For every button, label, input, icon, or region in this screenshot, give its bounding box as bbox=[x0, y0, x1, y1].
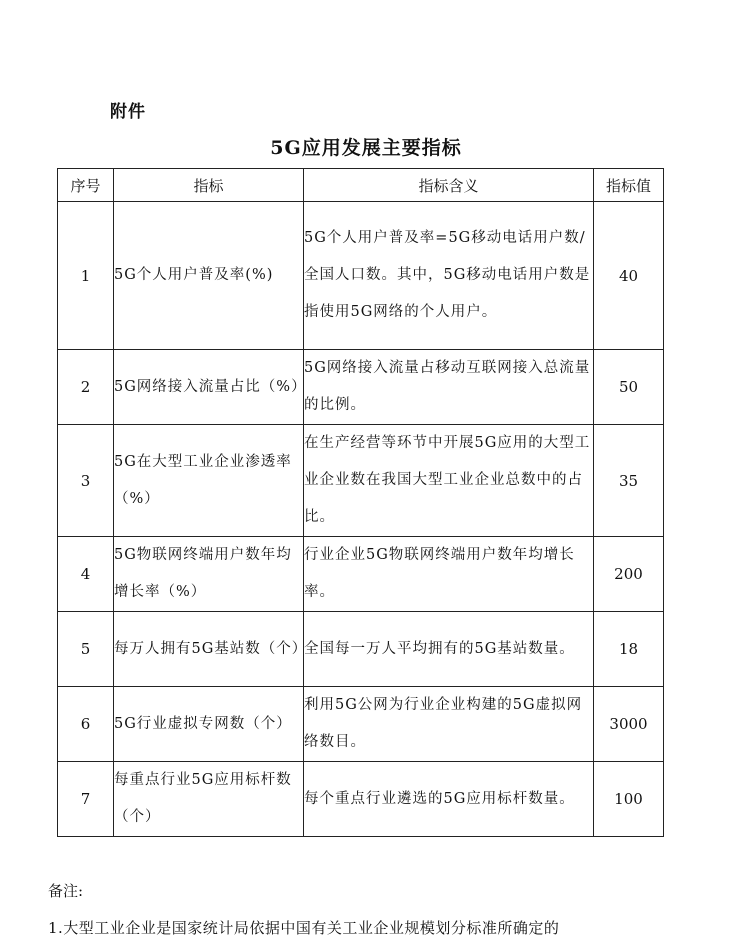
indicators-table bbox=[57, 168, 664, 837]
document-title: 5G应用发展主要指标 bbox=[270, 137, 462, 159]
notes-line-1: 1.大型工业企业是国家统计局依据中国有关工业企业规模划分标准所确定的 bbox=[48, 919, 560, 937]
table-row bbox=[58, 762, 664, 837]
row-definition: 5G网络接入流量占移动互联网接入总流量的比例。 bbox=[304, 350, 594, 425]
table-row bbox=[58, 537, 664, 612]
table-row bbox=[58, 687, 664, 762]
table-row bbox=[58, 350, 664, 425]
row-definition: 5G个人用户普及率=5G移动电话用户数/全国人口数。其中，5G移动电话用户数是指使用5G网络的个人用户。 bbox=[304, 202, 594, 350]
row-value: 40 bbox=[594, 202, 664, 350]
row-indicator: 每重点行业5G应用标杆数（个） bbox=[114, 762, 304, 837]
table-header-row bbox=[58, 169, 664, 202]
row-seq: 5 bbox=[58, 612, 114, 687]
table-row bbox=[58, 612, 664, 687]
header-indicator: 指标 bbox=[114, 169, 304, 202]
row-definition: 行业企业5G物联网终端用户数年均增长率。 bbox=[304, 537, 594, 612]
row-value: 50 bbox=[594, 350, 664, 425]
header-seq: 序号 bbox=[58, 169, 114, 202]
row-indicator: 每万人拥有5G基站数（个） bbox=[114, 612, 304, 687]
row-indicator: 5G在大型工业企业渗透率（%） bbox=[114, 425, 304, 537]
row-value: 100 bbox=[594, 762, 664, 837]
table-row bbox=[58, 425, 664, 537]
attachment-label: 附件 bbox=[110, 102, 146, 122]
row-seq: 6 bbox=[58, 687, 114, 762]
row-value: 3000 bbox=[594, 687, 664, 762]
row-value: 35 bbox=[594, 425, 664, 537]
row-indicator: 5G网络接入流量占比（%） bbox=[114, 350, 304, 425]
row-seq: 4 bbox=[58, 537, 114, 612]
row-definition: 全国每一万人平均拥有的5G基站数量。 bbox=[304, 612, 594, 687]
row-seq: 3 bbox=[58, 425, 114, 537]
row-value: 200 bbox=[594, 537, 664, 612]
row-seq: 2 bbox=[58, 350, 114, 425]
notes-heading: 备注: bbox=[48, 882, 84, 900]
row-seq: 1 bbox=[58, 202, 114, 350]
header-value: 指标值 bbox=[594, 169, 664, 202]
row-seq: 7 bbox=[58, 762, 114, 837]
table-row bbox=[58, 202, 664, 350]
row-definition: 每个重点行业遴选的5G应用标杆数量。 bbox=[304, 762, 594, 837]
row-definition: 利用5G公网为行业企业构建的5G虚拟网络数目。 bbox=[304, 687, 594, 762]
row-indicator: 5G物联网终端用户数年均增长率（%） bbox=[114, 537, 304, 612]
row-indicator: 5G个人用户普及率(%) bbox=[114, 202, 304, 350]
header-definition: 指标含义 bbox=[304, 169, 594, 202]
row-indicator: 5G行业虚拟专网数（个） bbox=[114, 687, 304, 762]
row-definition: 在生产经营等环节中开展5G应用的大型工业企业数在我国大型工业企业总数中的占比。 bbox=[304, 425, 594, 537]
row-value: 18 bbox=[594, 612, 664, 687]
